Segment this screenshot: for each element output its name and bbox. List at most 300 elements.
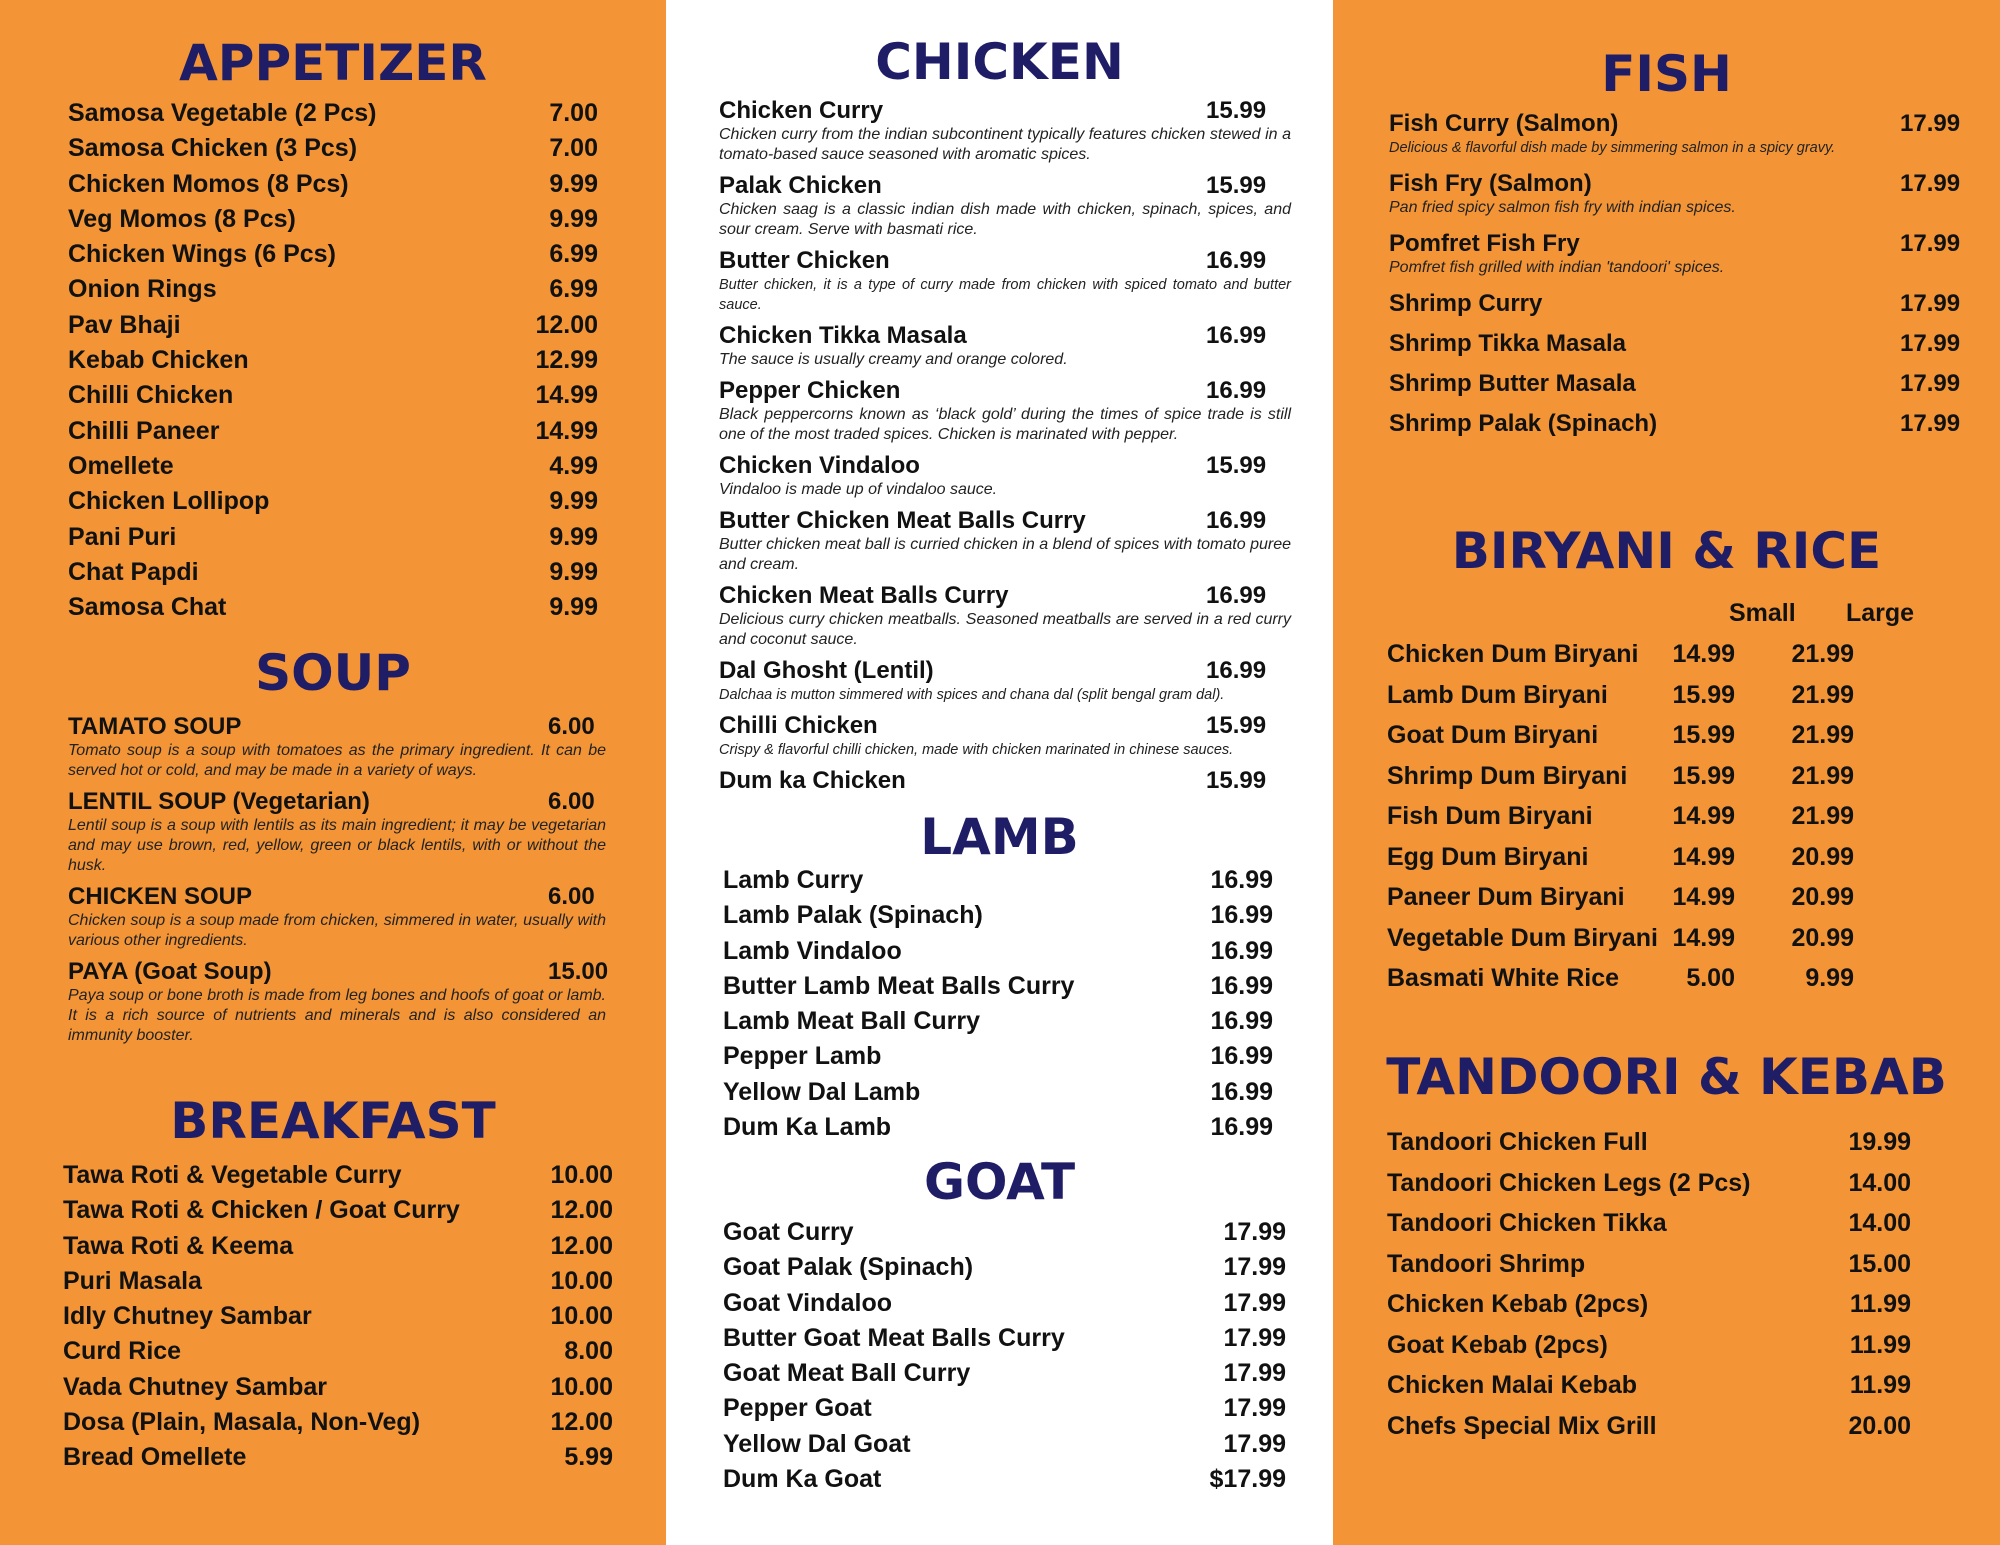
item-description: Vindaloo is made up of vindaloo sauce. bbox=[719, 481, 998, 498]
item-line bbox=[719, 507, 1291, 535]
menu-item bbox=[1389, 110, 1989, 158]
item-name: Paneer Dum Biryani bbox=[1387, 883, 1625, 911]
item-price: 15.99 bbox=[1206, 767, 1267, 794]
menu-item bbox=[1387, 1371, 1911, 1412]
menu-item bbox=[723, 1430, 1286, 1465]
item-line bbox=[1389, 230, 1989, 258]
item-price: 7.00 bbox=[549, 99, 598, 127]
item-name: Goat Kebab (2pcs) bbox=[1387, 1330, 1608, 1359]
appetizer-list bbox=[68, 99, 598, 628]
menu-item bbox=[68, 958, 609, 1046]
fish-heading: FISH bbox=[1601, 45, 1732, 103]
item-description: Pomfret fish grilled with indian 'tandoori' spices. bbox=[1389, 259, 1725, 276]
item-price: 15.99 bbox=[1206, 97, 1267, 124]
item-name: Tandoori Chicken Full bbox=[1387, 1128, 1648, 1156]
item-name: Samosa Vegetable (2 Pcs) bbox=[68, 99, 377, 127]
menu-item bbox=[1389, 370, 1989, 398]
item-name: Vegetable Dum Biryani bbox=[1387, 923, 1658, 952]
item-line bbox=[68, 958, 609, 986]
item-price: 17.99 bbox=[1900, 290, 1961, 317]
menu-item bbox=[719, 452, 1291, 500]
goat-heading: GOAT bbox=[923, 1153, 1076, 1211]
menu-item bbox=[723, 1113, 1273, 1148]
item-price: 9.99 bbox=[549, 557, 598, 586]
item-price: 6.99 bbox=[549, 275, 598, 304]
menu-item bbox=[719, 507, 1291, 575]
chicken-list bbox=[719, 97, 1291, 802]
item-name: Bread Omellete bbox=[63, 1443, 247, 1472]
menu-item bbox=[68, 417, 598, 452]
item-name: Lamb Palak (Spinach) bbox=[723, 901, 983, 930]
menu-item bbox=[723, 972, 1273, 1007]
item-name: Yellow Dal Lamb bbox=[723, 1077, 921, 1106]
small-column-header: Small bbox=[1729, 599, 1796, 627]
item-name: Chilli Chicken bbox=[719, 712, 878, 739]
item-name: Chicken Malai Kebab bbox=[1387, 1371, 1638, 1399]
item-price: 16.99 bbox=[1206, 507, 1267, 534]
item-name: Vada Chutney Sambar bbox=[63, 1372, 327, 1401]
menu-item bbox=[68, 134, 598, 169]
large-price: 21.99 bbox=[1791, 721, 1854, 749]
item-name: Fish Dum Biryani bbox=[1387, 802, 1593, 830]
large-price: 21.99 bbox=[1791, 680, 1854, 709]
item-price: 15.00 bbox=[548, 958, 609, 985]
item-name: Curd Rice bbox=[63, 1337, 182, 1366]
large-column-header: Large bbox=[1846, 599, 1915, 627]
menu-item bbox=[723, 901, 1273, 936]
item-price: 20.00 bbox=[1848, 1411, 1911, 1440]
menu-item bbox=[1389, 230, 1989, 278]
menu-item bbox=[1389, 170, 1989, 218]
item-name: Puri Masala bbox=[63, 1266, 202, 1295]
menu-item bbox=[1387, 1250, 1911, 1291]
item-price: 5.99 bbox=[564, 1443, 613, 1472]
item-name: Shrimp Tikka Masala bbox=[1389, 330, 1626, 357]
item-price: 17.99 bbox=[1900, 370, 1961, 397]
item-price: 11.99 bbox=[1849, 1330, 1911, 1359]
appetizer-heading: APPETIZER bbox=[179, 34, 487, 92]
item-price: 16.99 bbox=[1210, 936, 1273, 965]
menu-item bbox=[719, 247, 1291, 315]
item-line bbox=[719, 322, 1291, 350]
small-price: 5.00 bbox=[1686, 964, 1735, 992]
menu-item bbox=[68, 170, 598, 205]
menu-item bbox=[1387, 802, 1957, 843]
item-name: Chicken Kebab (2pcs) bbox=[1387, 1290, 1649, 1318]
item-name: Dosa (Plain, Masala, Non-Veg) bbox=[63, 1408, 421, 1437]
item-name: Chicken Lollipop bbox=[68, 487, 270, 516]
menu-item bbox=[68, 346, 598, 381]
middle-panel bbox=[666, 0, 1333, 1545]
lamb-list bbox=[723, 866, 1273, 1148]
menu-item bbox=[1387, 1331, 1911, 1372]
menu-item bbox=[1387, 883, 1957, 924]
menu-item bbox=[68, 311, 598, 346]
item-name: Shrimp Butter Masala bbox=[1389, 370, 1636, 397]
biryani-heading: BIRYANI & RICE bbox=[1451, 522, 1882, 580]
item-price: 17.99 bbox=[1223, 1323, 1286, 1352]
item-name: Idly Chutney Sambar bbox=[63, 1302, 312, 1331]
item-price: 9.99 bbox=[549, 204, 598, 233]
item-price: 14.00 bbox=[1848, 1209, 1911, 1237]
menu-item bbox=[1387, 1290, 1911, 1331]
menu-item bbox=[68, 99, 598, 134]
menu-item bbox=[63, 1267, 613, 1302]
menu-item bbox=[63, 1373, 613, 1408]
item-name: Basmati White Rice bbox=[1387, 964, 1620, 992]
item-price: 16.99 bbox=[1210, 1007, 1273, 1036]
item-description: Chicken saag is a classic indian dish made with chicken, spinach, spices, and sour cream. Serve with basmati rice. bbox=[719, 201, 1291, 238]
item-name: Chilli Paneer bbox=[68, 416, 220, 445]
item-name: Tandoori Chicken Legs (2 Pcs) bbox=[1387, 1168, 1751, 1197]
menu-item bbox=[68, 240, 598, 275]
breakfast-list bbox=[63, 1161, 613, 1479]
item-price: 10.00 bbox=[550, 1161, 613, 1189]
soup-heading: SOUP bbox=[255, 644, 411, 702]
menu-item bbox=[1387, 721, 1957, 762]
item-name: Butter Chicken Meat Balls Curry bbox=[719, 507, 1086, 534]
item-name: Pomfret Fish Fry bbox=[1389, 230, 1580, 257]
menu-item bbox=[68, 558, 598, 593]
item-name: Onion Rings bbox=[68, 275, 217, 304]
item-name: Yellow Dal Goat bbox=[723, 1429, 911, 1458]
item-line bbox=[719, 767, 1291, 795]
item-name: Chilli Chicken bbox=[68, 381, 234, 410]
menu-item bbox=[723, 1465, 1286, 1500]
item-name: Dum Ka Goat bbox=[723, 1465, 882, 1494]
small-price: 15.99 bbox=[1672, 680, 1735, 709]
item-price: 15.99 bbox=[1206, 712, 1267, 739]
item-name: Butter Chicken bbox=[719, 247, 890, 274]
item-price: 16.99 bbox=[1210, 901, 1273, 930]
menu-item bbox=[68, 883, 606, 951]
menu-item bbox=[63, 1408, 613, 1443]
menu-item bbox=[1387, 843, 1957, 884]
menu-item bbox=[719, 377, 1291, 445]
item-price: 10.00 bbox=[550, 1372, 613, 1401]
item-name: Dal Ghosht (Lentil) bbox=[719, 657, 934, 684]
lamb-heading: LAMB bbox=[920, 808, 1079, 866]
item-name: Goat Vindaloo bbox=[723, 1288, 892, 1317]
item-line bbox=[1389, 410, 1989, 438]
item-description: Pan fried spicy salmon fish fry with indian spices. bbox=[1389, 199, 1736, 216]
small-price: 15.99 bbox=[1672, 761, 1735, 790]
item-line bbox=[719, 452, 1291, 480]
small-price: 14.99 bbox=[1672, 842, 1735, 871]
item-price: 17.99 bbox=[1223, 1429, 1286, 1458]
item-line bbox=[68, 713, 606, 741]
small-price: 14.99 bbox=[1672, 802, 1735, 830]
item-price: 9.99 bbox=[549, 593, 598, 622]
large-price: 9.99 bbox=[1805, 964, 1854, 992]
item-description: Chicken curry from the indian subcontinent typically features chicken stewed in a tomato-based sauce seasoned with aromatic spices. bbox=[719, 126, 1291, 163]
menu-item bbox=[1389, 330, 1989, 358]
item-name: Lamb Curry bbox=[723, 866, 864, 894]
item-description: Delicious & flavorful dish made by simmering salmon in a spicy gravy. bbox=[1389, 140, 1836, 156]
large-price: 21.99 bbox=[1791, 802, 1854, 830]
menu-item bbox=[1387, 1209, 1911, 1250]
small-price: 15.99 bbox=[1672, 721, 1735, 749]
item-description: Butter chicken, it is a type of curry made from chicken with spiced tomato and butter sauce. bbox=[719, 277, 1291, 313]
item-price: 16.99 bbox=[1206, 247, 1267, 274]
menu-item bbox=[63, 1302, 613, 1337]
menu-item bbox=[68, 381, 598, 416]
item-price: 12.00 bbox=[550, 1231, 613, 1260]
menu-item bbox=[719, 97, 1291, 165]
item-name: Chicken Momos (8 Pcs) bbox=[68, 169, 349, 198]
tandoori-heading: TANDOORI & KEBAB bbox=[1386, 1048, 1947, 1106]
menu-item bbox=[723, 866, 1273, 901]
menu-item bbox=[68, 523, 598, 558]
item-description: The sauce is usually creamy and orange colored. bbox=[719, 351, 1068, 368]
item-line bbox=[719, 657, 1291, 685]
item-name: Chicken Curry bbox=[719, 97, 884, 124]
item-description: Dalchaa is mutton simmered with spices and chana dal (split bengal gram dal). bbox=[719, 687, 1225, 703]
item-price: 16.99 bbox=[1210, 1077, 1273, 1106]
menu-item bbox=[719, 712, 1291, 760]
item-price: 9.99 bbox=[549, 487, 598, 516]
item-name: Veg Momos (8 Pcs) bbox=[68, 204, 296, 233]
menu-item bbox=[1387, 640, 1957, 681]
menu-item bbox=[1387, 1412, 1911, 1453]
item-line bbox=[719, 377, 1291, 405]
item-name: Pepper Goat bbox=[723, 1394, 872, 1423]
right-panel bbox=[1333, 0, 2000, 1545]
item-price: 4.99 bbox=[549, 451, 598, 480]
fish-list bbox=[1389, 110, 1989, 450]
left-panel bbox=[0, 0, 666, 1545]
item-name: Chicken Wings (6 Pcs) bbox=[68, 240, 336, 269]
item-price: 16.99 bbox=[1210, 971, 1273, 1000]
item-name: Samosa Chat bbox=[68, 593, 227, 622]
item-name: Butter Lamb Meat Balls Curry bbox=[723, 971, 1075, 1000]
menu-item bbox=[719, 172, 1291, 240]
menu-item bbox=[63, 1443, 613, 1478]
item-name: Shrimp Palak (Spinach) bbox=[1389, 410, 1658, 437]
menu-item bbox=[1387, 1128, 1911, 1169]
menu-item bbox=[68, 713, 606, 781]
menu-item bbox=[1387, 762, 1957, 803]
item-price: 16.99 bbox=[1206, 582, 1267, 609]
item-name: TAMATO SOUP bbox=[68, 713, 242, 740]
item-line bbox=[68, 883, 606, 911]
large-price: 21.99 bbox=[1791, 640, 1854, 668]
menu-item bbox=[1387, 1169, 1911, 1210]
item-name: Pav Bhaji bbox=[68, 310, 181, 339]
item-name: Pepper Chicken bbox=[719, 377, 901, 404]
menu-item bbox=[723, 1253, 1286, 1288]
item-price: 10.00 bbox=[550, 1302, 613, 1331]
item-price: 12.99 bbox=[535, 346, 598, 375]
chicken-heading: CHICKEN bbox=[875, 33, 1124, 91]
item-name: Goat Dum Biryani bbox=[1387, 721, 1599, 749]
menu-item bbox=[68, 593, 598, 628]
item-price: 9.99 bbox=[549, 169, 598, 198]
item-name: Dum ka Chicken bbox=[719, 767, 906, 794]
menu-item bbox=[723, 1042, 1273, 1077]
item-price: $17.99 bbox=[1209, 1465, 1286, 1494]
item-price: 11.99 bbox=[1849, 1371, 1911, 1399]
item-name: Chicken Meat Balls Curry bbox=[719, 582, 1009, 609]
item-name: Chicken Vindaloo bbox=[719, 452, 920, 479]
item-price: 17.99 bbox=[1223, 1288, 1286, 1317]
menu-item bbox=[68, 487, 598, 522]
item-description: Butter chicken meat ball is curried chicken in a blend of spices with tomato puree and cream. bbox=[719, 536, 1291, 573]
item-price: 6.00 bbox=[548, 788, 595, 815]
item-price: 17.99 bbox=[1223, 1394, 1286, 1423]
item-price: 16.99 bbox=[1206, 377, 1267, 404]
item-name: Shrimp Curry bbox=[1389, 290, 1543, 317]
large-price: 20.99 bbox=[1791, 923, 1854, 952]
menu-item bbox=[719, 767, 1291, 795]
item-name: Tawa Roti & Vegetable Curry bbox=[63, 1161, 402, 1189]
item-name: Chicken Dum Biryani bbox=[1387, 640, 1639, 668]
small-price: 14.99 bbox=[1672, 923, 1735, 952]
item-name: Tawa Roti & Keema bbox=[63, 1231, 294, 1260]
item-price: 6.00 bbox=[548, 883, 595, 910]
item-name: Samosa Chicken (3 Pcs) bbox=[68, 134, 358, 163]
goat-list bbox=[723, 1218, 1286, 1500]
menu-item bbox=[723, 1394, 1286, 1429]
item-price: 19.99 bbox=[1848, 1128, 1911, 1156]
menu-item bbox=[1389, 290, 1989, 318]
item-name: Pani Puri bbox=[68, 522, 177, 551]
menu-item bbox=[1387, 924, 1957, 965]
item-price: 10.00 bbox=[550, 1266, 613, 1295]
item-price: 16.99 bbox=[1206, 322, 1267, 349]
item-price: 14.99 bbox=[535, 381, 598, 410]
item-price: 14.00 bbox=[1848, 1168, 1911, 1197]
item-name: Lamb Meat Ball Curry bbox=[723, 1007, 981, 1036]
menu-item bbox=[723, 937, 1273, 972]
item-price: 16.99 bbox=[1206, 657, 1267, 684]
item-price: 17.99 bbox=[1900, 330, 1961, 357]
item-price: 17.99 bbox=[1223, 1359, 1286, 1388]
item-description: Black peppercorns known as ‘black gold’ during the times of spice trade is still one of the most traded spices. Chicken is marinated with pepper. bbox=[719, 406, 1291, 443]
item-name: Fish Fry (Salmon) bbox=[1389, 170, 1592, 197]
menu-item bbox=[723, 1218, 1286, 1253]
menu-item bbox=[1387, 681, 1957, 722]
tandoori-list bbox=[1387, 1128, 1911, 1452]
menu-item bbox=[63, 1337, 613, 1372]
item-name: Tandoori Shrimp bbox=[1387, 1249, 1586, 1278]
item-price: 11.99 bbox=[1849, 1290, 1911, 1318]
item-price: 17.99 bbox=[1900, 410, 1961, 437]
item-price: 9.99 bbox=[549, 522, 598, 551]
item-price: 12.00 bbox=[550, 1196, 613, 1225]
item-name: Lamb Vindaloo bbox=[723, 936, 902, 965]
menu-item bbox=[723, 1359, 1286, 1394]
item-name: Kebab Chicken bbox=[68, 346, 249, 375]
biryani-list bbox=[1387, 640, 1957, 1005]
item-price: 16.99 bbox=[1210, 866, 1273, 894]
breakfast-heading: BREAKFAST bbox=[170, 1092, 496, 1150]
small-price: 14.99 bbox=[1672, 640, 1735, 668]
soup-list bbox=[68, 713, 609, 1053]
menu-item bbox=[68, 452, 598, 487]
item-line bbox=[1389, 330, 1989, 358]
item-price: 14.99 bbox=[535, 416, 598, 445]
item-price: 15.00 bbox=[1848, 1249, 1911, 1278]
large-price: 20.99 bbox=[1791, 842, 1854, 871]
item-name: Chat Papdi bbox=[68, 557, 199, 586]
item-description: Delicious curry chicken meatballs. Seasoned meatballs are served in a red curry and coconut sauce. bbox=[719, 611, 1291, 648]
item-name: Butter Goat Meat Balls Curry bbox=[723, 1323, 1065, 1352]
menu-item bbox=[63, 1161, 613, 1196]
item-price: 17.99 bbox=[1223, 1253, 1286, 1282]
menu-item bbox=[723, 1289, 1286, 1324]
item-name: Fish Curry (Salmon) bbox=[1389, 110, 1619, 137]
item-name: Pepper Lamb bbox=[723, 1042, 882, 1071]
item-price: 17.99 bbox=[1900, 230, 1961, 257]
item-name: Dum Ka Lamb bbox=[723, 1113, 892, 1142]
item-price: 16.99 bbox=[1210, 1113, 1273, 1142]
item-name: Goat Meat Ball Curry bbox=[723, 1359, 971, 1388]
item-name: Lamb Dum Biryani bbox=[1387, 680, 1608, 709]
item-description: Tomato soup is a soup with tomatoes as the primary ingredient. It can be served hot or cold, and may be made in a variety of ways. bbox=[68, 742, 606, 779]
menu-item bbox=[723, 1078, 1273, 1113]
menu-item bbox=[723, 1007, 1273, 1042]
item-line bbox=[719, 172, 1291, 200]
menu-item bbox=[1387, 964, 1957, 1005]
large-price: 20.99 bbox=[1791, 883, 1854, 911]
item-description: Lentil soup is a soup with lentils as its main ingredient; it may be vegetarian and may use brown, red, yellow, green or black lentils, with or without the husk. bbox=[68, 817, 606, 874]
item-line bbox=[719, 247, 1291, 275]
item-name: PAYA (Goat Soup) bbox=[68, 958, 272, 985]
item-name: Shrimp Dum Biryani bbox=[1387, 761, 1628, 790]
item-price: 12.00 bbox=[550, 1408, 613, 1437]
item-price: 17.99 bbox=[1223, 1218, 1286, 1246]
item-description: Crispy & flavorful chilli chicken, made with chicken marinated in chinese sauces. bbox=[719, 742, 1234, 758]
menu-item bbox=[719, 322, 1291, 370]
item-price: 6.00 bbox=[548, 713, 595, 740]
menu-item bbox=[63, 1196, 613, 1231]
item-price: 12.00 bbox=[535, 310, 598, 339]
item-name: Goat Palak (Spinach) bbox=[723, 1253, 974, 1282]
menu-item bbox=[68, 275, 598, 310]
menu-item bbox=[719, 657, 1291, 705]
item-description: Chicken soup is a soup made from chicken, simmered in water, usually with various other ingredients. bbox=[68, 912, 606, 949]
small-price: 14.99 bbox=[1672, 883, 1735, 911]
item-name: Tawa Roti & Chicken / Goat Curry bbox=[63, 1196, 460, 1225]
item-name: Chicken Tikka Masala bbox=[719, 322, 967, 349]
item-line bbox=[68, 788, 606, 816]
item-price: 16.99 bbox=[1210, 1042, 1273, 1071]
menu-item bbox=[68, 788, 606, 876]
menu-item bbox=[719, 582, 1291, 650]
item-description: Paya soup or bone broth is made from leg bones and hoofs of goat or lamb. It is a rich source of nutrients and minerals and is also considered an immunity booster. bbox=[68, 987, 606, 1044]
item-name: Egg Dum Biryani bbox=[1387, 842, 1589, 871]
item-line bbox=[1389, 290, 1989, 318]
item-line bbox=[719, 97, 1291, 125]
item-name: Chefs Special Mix Grill bbox=[1387, 1411, 1657, 1440]
menu-item bbox=[1389, 410, 1989, 438]
item-line bbox=[719, 582, 1291, 610]
item-price: 6.99 bbox=[549, 240, 598, 269]
large-price: 21.99 bbox=[1791, 761, 1854, 790]
item-line bbox=[1389, 170, 1989, 198]
item-line bbox=[719, 712, 1291, 740]
menu-item bbox=[63, 1232, 613, 1267]
item-price: 17.99 bbox=[1900, 110, 1961, 137]
item-name: Palak Chicken bbox=[719, 172, 882, 199]
item-name: CHICKEN SOUP bbox=[68, 883, 253, 910]
item-line bbox=[1389, 370, 1989, 398]
menu-item bbox=[723, 1324, 1286, 1359]
item-name: Goat Curry bbox=[723, 1218, 854, 1246]
item-price: 15.99 bbox=[1206, 172, 1267, 199]
item-line bbox=[1389, 110, 1989, 138]
